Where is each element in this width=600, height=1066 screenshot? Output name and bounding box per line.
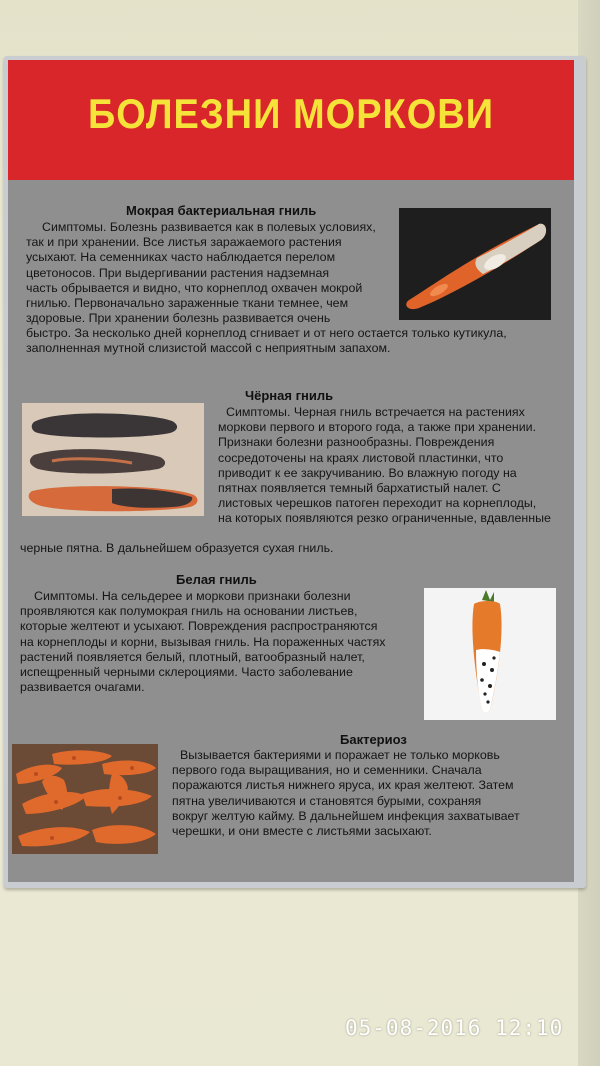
text-line: Признаки болезни разнообразны. Повреждения bbox=[218, 435, 495, 450]
white-rot-carrot-photo bbox=[424, 588, 556, 720]
text-line: которые желтеют и усыхают. Повреждения распространяются bbox=[20, 619, 378, 634]
section-title-white-rot: Белая гниль bbox=[176, 572, 257, 587]
text-line: черные пятна. В дальнейшем образуется сухая гниль. bbox=[20, 541, 334, 555]
text-line: так и при хранении. Все листья заражаемого растения bbox=[26, 235, 342, 250]
section-text-bacteriosis bbox=[172, 748, 566, 839]
text-line: заполненная мутной слизистой массой с неприятным запахом. bbox=[26, 341, 391, 356]
section-text-wet-rot-cont bbox=[26, 326, 566, 356]
text-line: на которых появляются резко ограниченные, вдавленные bbox=[218, 511, 551, 526]
text-line: Симптомы. Болезнь развивается как в полевых условиях, bbox=[42, 220, 376, 234]
text-line: приводит к ее закручиванию. Во влажную погоду на bbox=[218, 465, 517, 480]
text-line: сосредоточены на краях листовой пластинки, что bbox=[218, 450, 504, 465]
poster-title: БОЛЕЗНИ МОРКОВИ bbox=[87, 91, 495, 139]
text-line: часть обрывается и видно, что корнеплод охвачен мокрой bbox=[26, 280, 363, 295]
text-line: первого года выращивания, но и семенники. Сначала bbox=[172, 763, 482, 778]
section-title-bacteriosis: Бактериоз bbox=[340, 732, 407, 747]
text-line: пятнах появляется темный бархатистый налет. С bbox=[218, 481, 501, 496]
text-line: быстро. За несколько дней корнеплод сгнивает и от него остается только кутикула, bbox=[26, 326, 507, 340]
text-line: гнилью. Первоначально зараженные ткани темнее, чем bbox=[26, 296, 349, 311]
section-text-wet-rot bbox=[26, 220, 394, 326]
section-text-white-rot bbox=[20, 589, 416, 695]
section-title-black-rot: Чёрная гниль bbox=[245, 388, 334, 403]
text-line: развивается очагами. bbox=[20, 680, 145, 695]
text-line: цветоносов. При выдергивании растения надземная bbox=[26, 265, 330, 280]
text-line: черешки, и они вместе с листьями засыхают. bbox=[172, 824, 432, 839]
text-line: проявляются как полумокрая гниль на основании листьев, bbox=[20, 604, 358, 619]
text-line: Вызывается бактериями и поражает не только морковь bbox=[180, 748, 500, 762]
section-text-black-rot-cont bbox=[20, 541, 560, 556]
text-line: Симптомы. Черная гниль встречается на растениях bbox=[226, 405, 525, 419]
text-line: листовых черешков патоген переходит на корнеплоды, bbox=[218, 496, 537, 511]
text-line: здоровые. При хранении болезнь развивается очень bbox=[26, 311, 331, 326]
poster bbox=[8, 60, 574, 882]
text-line: моркови первого и второго года, а также при хранении. bbox=[218, 420, 537, 435]
text-line: испещренный черными склероциями. Часто заболевание bbox=[20, 665, 353, 680]
text-line: на корнеплоды и корни, вызывая гниль. На пораженных частях bbox=[20, 634, 386, 649]
text-line: вокруг желтую кайму. В дальнейшем инфекция захватывает bbox=[172, 808, 520, 823]
text-line: усыхают. На семенниках часто наблюдается перелом bbox=[26, 250, 336, 265]
black-rot-carrots-photo bbox=[22, 403, 204, 516]
bacteriosis-carrots-photo bbox=[12, 744, 158, 854]
photo-timestamp: 05-08-2016 12:10 bbox=[345, 1016, 564, 1040]
section-text-black-rot bbox=[218, 405, 566, 527]
text-line: Симптомы. На сельдерее и моркови признаки болезни bbox=[34, 589, 351, 603]
text-line: растений появляется белый, плотный, ватообразный налет, bbox=[20, 649, 365, 664]
text-line: поражаются листья нижнего яруса, их края желтеют. Затем bbox=[172, 778, 514, 793]
title-banner bbox=[8, 60, 574, 180]
section-title-wet-rot: Мокрая бактериальная гниль bbox=[126, 203, 317, 218]
wet-rot-carrot-photo bbox=[399, 208, 551, 320]
text-line: пятна увеличиваются и становятся бурыми, сохраняя bbox=[172, 793, 482, 808]
